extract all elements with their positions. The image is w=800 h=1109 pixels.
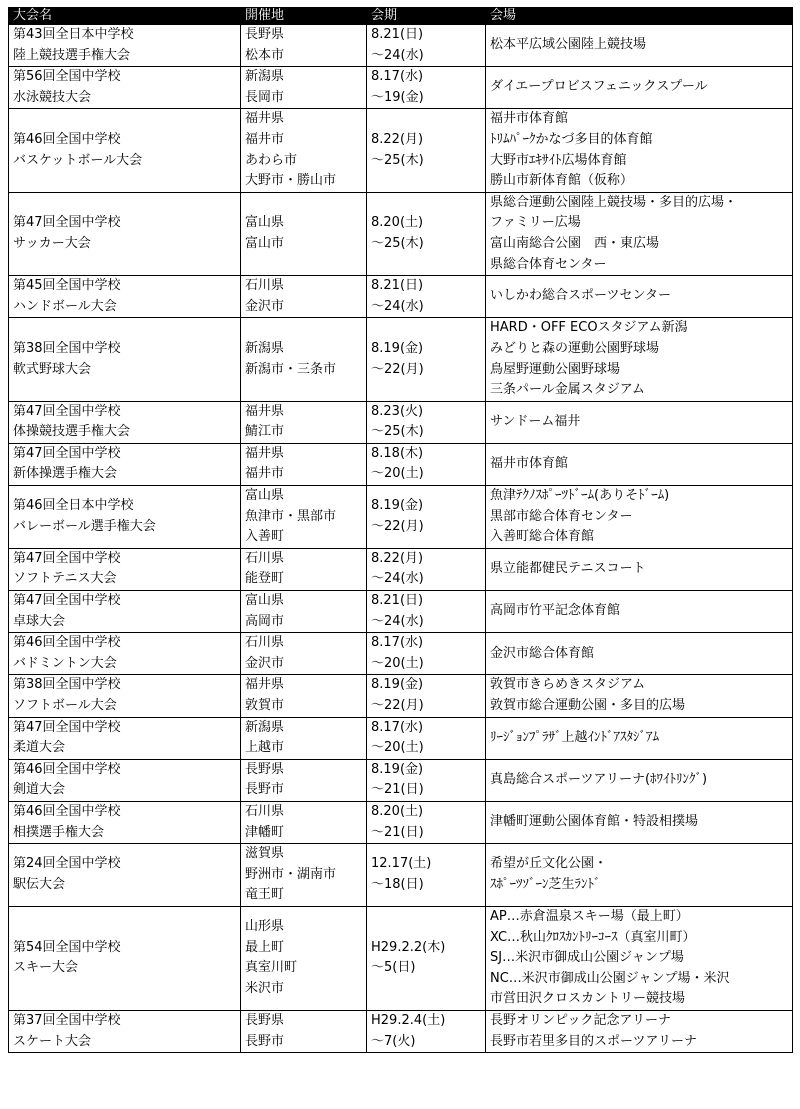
period-line: 8.19(金)	[371, 498, 424, 514]
host-location-line: 福井県	[245, 677, 285, 693]
venue-line: 大野市ｴｷｻｲﾄ広場体育館	[490, 152, 627, 168]
host-location-line: 金沢市	[245, 298, 285, 314]
period-line: 8.20(土)	[371, 215, 424, 231]
venue-cell	[486, 25, 793, 67]
host-location-line: 竜王町	[245, 887, 285, 903]
tournament-name-line: 第45回全国中学校	[13, 278, 121, 294]
tournament-name-line: スキー大会	[13, 960, 79, 976]
venue-line: 長野市若里多目的スポーツアリーナ	[490, 1033, 697, 1049]
host-location-line: 鯖江市	[245, 424, 285, 440]
venue-cell	[486, 276, 793, 318]
tournament-name-cell	[9, 844, 241, 907]
tournament-name-line: 水泳競技大会	[13, 89, 92, 105]
tournament-name-cell	[9, 633, 241, 675]
period-cell	[367, 1010, 486, 1052]
tournament-name-line: 第47回全国中学校	[13, 215, 121, 231]
table-body	[9, 25, 793, 1053]
table-row	[9, 401, 793, 443]
host-location-cell	[241, 759, 367, 801]
tournament-name-line: 剣道大会	[13, 782, 66, 798]
host-location-line: 大野市・勝山市	[245, 173, 337, 189]
host-location-line: 野洲市・湖南市	[245, 866, 337, 882]
period-line: ～5(日)	[371, 960, 416, 976]
host-location-cell	[241, 401, 367, 443]
period-line: ～18(日)	[371, 877, 424, 893]
period-cell	[367, 25, 486, 67]
table-row	[9, 67, 793, 109]
venue-line: 敦賀市きらめきスタジアム	[490, 677, 646, 693]
host-location-cell	[241, 548, 367, 590]
tournament-name-cell	[9, 759, 241, 801]
venue-line: 勝山市新体育館（仮称）	[490, 173, 634, 189]
period-cell	[367, 192, 486, 275]
period-line: H29.2.2(木)	[371, 939, 446, 955]
venue-cell	[486, 443, 793, 485]
tournament-name-line: 第54回全国中学校	[13, 939, 121, 955]
period-line: ～24(水)	[371, 571, 424, 587]
venue-line: NC…米沢市御成山公園ジャンプ場・米沢	[490, 970, 730, 986]
table-row	[9, 717, 793, 759]
venue-cell	[486, 192, 793, 275]
venue-line: 長野オリンピック記念アリーナ	[490, 1012, 671, 1028]
tournament-name-line: 柔道大会	[13, 740, 66, 756]
period-line: 8.17(水)	[371, 69, 424, 85]
host-location-line: 松本市	[245, 47, 285, 63]
host-location-line: 新潟市・三条市	[245, 361, 337, 377]
host-location-cell	[241, 486, 367, 549]
table-row	[9, 276, 793, 318]
tournament-name-line: 第47回全国中学校	[13, 593, 121, 609]
host-location-cell	[241, 633, 367, 675]
host-location-line: 長野県	[245, 27, 285, 42]
venue-cell	[486, 548, 793, 590]
venue-cell	[486, 675, 793, 717]
period-line: ～25(木)	[371, 424, 424, 440]
venue-line: みどりと森の運動公園野球場	[490, 340, 660, 356]
venue-line: 県総合運動公園陸上競技場・多目的広場・	[490, 194, 738, 210]
venue-cell	[486, 591, 793, 633]
venue-line: いしかわ総合スポーツセンター	[490, 288, 671, 304]
tournament-name-line: バレーボール選手権大会	[13, 518, 156, 534]
venue-line: 福井市体育館	[490, 111, 569, 127]
tournament-name-line: スケート大会	[13, 1033, 92, 1049]
tournament-name-cell	[9, 67, 241, 109]
period-line: 12.17(土)	[371, 856, 432, 872]
host-location-line: 長野県	[245, 1012, 285, 1028]
tournament-name-line: 第38回全国中学校	[13, 677, 121, 693]
table-row	[9, 548, 793, 590]
period-line: 8.21(日)	[371, 593, 424, 609]
venue-line: ﾘｰｼﾞｮﾝﾌﾟﾗｻﾞ上越ｲﾝﾄﾞｱｽﾀｼﾞｱﾑ	[490, 729, 660, 745]
table-row	[9, 25, 793, 67]
period-line: ～22(月)	[371, 698, 424, 713]
host-location-cell	[241, 844, 367, 907]
venue-line: 真島総合スポーツアリーナ(ﾎﾜｲﾄﾘﾝｸﾞ)	[490, 772, 708, 788]
tournament-name-cell	[9, 25, 241, 67]
period-line: 8.18(木)	[371, 445, 424, 461]
tournament-name-line: ソフトボール大会	[13, 698, 117, 713]
host-location-cell	[241, 675, 367, 717]
host-location-line: 石川県	[245, 278, 285, 294]
host-location-line: 新潟県	[245, 69, 285, 85]
venue-cell	[486, 401, 793, 443]
tournament-name-line: 第47回全国中学校	[13, 719, 121, 735]
venue-line: 入善町総合体育館	[490, 529, 595, 545]
period-line: ～20(土)	[371, 740, 424, 756]
venue-cell	[486, 801, 793, 843]
venue-cell	[486, 1010, 793, 1052]
venue-line: 魚津ﾃｸﾉｽﾎﾟｰﾂﾄﾞｰﾑ(ありそﾄﾞｰﾑ)	[490, 488, 670, 504]
tournament-name-line: 第46回全国中学校	[13, 803, 121, 819]
venue-cell	[486, 717, 793, 759]
host-location-line: 上越市	[245, 740, 285, 756]
tournament-name-line: 駅伝大会	[13, 877, 66, 893]
period-line: 8.20(土)	[371, 803, 424, 819]
venue-line: SJ…米沢市御成山公園ジャンプ場	[490, 950, 684, 966]
period-line: 8.21(日)	[371, 278, 424, 294]
host-location-cell	[241, 192, 367, 275]
host-location-line: 滋賀県	[245, 846, 285, 862]
period-line: ～21(日)	[371, 782, 424, 798]
period-line: ～21(日)	[371, 824, 424, 840]
period-cell	[367, 443, 486, 485]
host-location-line: 山形県	[245, 919, 285, 935]
period-cell	[367, 67, 486, 109]
period-cell	[367, 675, 486, 717]
period-line: ～24(水)	[371, 298, 424, 314]
host-location-line: 金沢市	[245, 655, 285, 671]
period-line: ～24(水)	[371, 613, 424, 629]
venue-line: サンドーム福井	[490, 413, 581, 429]
tournament-name-cell	[9, 443, 241, 485]
table-row	[9, 633, 793, 675]
host-location-line: 福井県	[245, 403, 285, 419]
table-row	[9, 801, 793, 843]
host-location-line: 真室川町	[245, 960, 298, 976]
period-line: ～20(土)	[371, 466, 424, 482]
period-line: H29.2.4(土)	[371, 1012, 446, 1028]
venue-cell	[486, 67, 793, 109]
tournament-name-cell	[9, 801, 241, 843]
host-location-line: 長野県	[245, 761, 285, 777]
period-cell	[367, 801, 486, 843]
host-location-line: 津幡町	[245, 824, 285, 840]
host-location-cell	[241, 906, 367, 1010]
tournament-name-cell	[9, 401, 241, 443]
period-cell	[367, 591, 486, 633]
tournament-name-cell	[9, 192, 241, 275]
period-line: ～20(土)	[371, 655, 424, 671]
table-row	[9, 1010, 793, 1052]
host-location-line: 長野市	[245, 782, 285, 798]
period-line: 8.17(水)	[371, 635, 424, 651]
host-location-line: 長岡市	[245, 89, 285, 105]
header-period: 会期	[367, 8, 486, 25]
venue-cell	[486, 906, 793, 1010]
venue-line: 高岡市竹平記念体育館	[490, 603, 621, 619]
venue-line: 県立能都健民テニスコート	[490, 561, 646, 577]
host-location-cell	[241, 67, 367, 109]
tournament-name-line: 第37回全国中学校	[13, 1012, 121, 1028]
tournament-name-line: 第46回全国中学校	[13, 131, 121, 147]
host-location-line: 福井市	[245, 466, 285, 482]
host-location-line: 富山県	[245, 215, 285, 231]
host-location-line: 富山県	[245, 593, 285, 609]
tournament-name-line: バドミントン大会	[13, 655, 117, 671]
venue-line: 鳥屋野運動公園野球場	[490, 361, 621, 377]
venue-line: AP…赤倉温泉スキー場（最上町）	[490, 908, 689, 924]
tournament-name-cell	[9, 548, 241, 590]
venue-cell	[486, 633, 793, 675]
table-header-row	[9, 8, 793, 25]
period-line: 8.19(金)	[371, 340, 424, 356]
venue-line: 津幡町運動公園体育館・特設相撲場	[490, 814, 699, 830]
venue-line: 県総合体育センター	[490, 256, 607, 272]
host-location-line: 長野市	[245, 1033, 285, 1049]
period-cell	[367, 276, 486, 318]
host-location-line: 魚津市・黒部市	[245, 508, 337, 524]
period-cell	[367, 717, 486, 759]
tournament-name-line: 第43回全日本中学校	[13, 27, 134, 42]
tournament-name-line: バスケットボール大会	[13, 152, 143, 168]
tournament-name-cell	[9, 276, 241, 318]
venue-line: HARD・OFF ECOスタジアム新潟	[490, 320, 688, 336]
tournament-name-line: ハンドボール大会	[13, 298, 117, 314]
header-host-location: 開催地	[241, 8, 367, 25]
period-line: ～7(火)	[371, 1033, 416, 1049]
tournament-name-line: 新体操選手権大会	[13, 466, 118, 482]
period-line: 8.19(金)	[371, 677, 424, 693]
host-location-cell	[241, 276, 367, 318]
period-line: 8.23(火)	[371, 403, 424, 419]
venue-line: ファミリー広場	[490, 215, 581, 231]
venue-cell	[486, 486, 793, 549]
venue-cell	[486, 844, 793, 907]
period-cell	[367, 318, 486, 401]
venue-line: 福井市体育館	[490, 456, 569, 472]
host-location-line: 石川県	[245, 803, 285, 819]
venue-line: 希望が丘文化公園・	[490, 856, 608, 872]
host-location-line: 新潟県	[245, 719, 285, 735]
table-row	[9, 486, 793, 549]
tournament-name-line: 第56回全国中学校	[13, 69, 121, 85]
table-row	[9, 844, 793, 907]
period-line: 8.22(月)	[371, 550, 424, 566]
period-cell	[367, 486, 486, 549]
tournament-name-line: 第46回全国中学校	[13, 761, 121, 777]
venue-line: 黒部市総合体育センター	[490, 508, 633, 524]
venue-line: ｽﾎﾟｰﾂｿﾞｰﾝ芝生ﾗﾝﾄﾞ	[490, 877, 601, 893]
period-line: 8.19(金)	[371, 761, 424, 777]
table-row	[9, 675, 793, 717]
venue-line: ダイエープロビスフェニックスプール	[490, 79, 708, 95]
venue-line: ﾄﾘﾑﾊﾟｰｸかなづ多目的体育館	[490, 131, 653, 147]
period-cell	[367, 844, 486, 907]
host-location-line: 富山市	[245, 235, 285, 251]
host-location-cell	[241, 109, 367, 192]
tournament-name-cell	[9, 486, 241, 549]
period-line: ～25(木)	[371, 152, 424, 168]
venue-line: 市営田沢クロスカントリー競技場	[490, 991, 686, 1007]
period-cell	[367, 759, 486, 801]
tournament-name-line: 第38回全国中学校	[13, 340, 121, 356]
tournament-name-cell	[9, 109, 241, 192]
tournament-name-line: 第47回全国中学校	[13, 550, 121, 566]
venue-cell	[486, 109, 793, 192]
period-line: ～22(月)	[371, 518, 424, 534]
tournament-name-line: サッカー大会	[13, 235, 91, 251]
tournament-table-container	[8, 7, 792, 1053]
period-line: ～19(金)	[371, 89, 424, 105]
tournament-name-line: 第24回全国中学校	[13, 856, 121, 872]
venue-line: XC…秋山ｸﾛｽｶﾝﾄﾘｰｺｰｽ（真室川町）	[490, 929, 696, 945]
host-location-cell	[241, 1010, 367, 1052]
table-row	[9, 318, 793, 401]
host-location-line: 福井市	[245, 131, 285, 147]
tournament-name-line: 陸上競技選手権大会	[13, 47, 131, 63]
tournament-name-cell	[9, 591, 241, 633]
tournament-name-cell	[9, 675, 241, 717]
host-location-line: 米沢市	[245, 981, 285, 997]
table-row	[9, 443, 793, 485]
host-location-line: 高岡市	[245, 613, 285, 629]
host-location-cell	[241, 717, 367, 759]
period-cell	[367, 401, 486, 443]
header-venue: 会場	[486, 8, 793, 25]
table-row	[9, 109, 793, 192]
host-location-cell	[241, 801, 367, 843]
header-tournament-name: 大会名	[9, 8, 241, 25]
tournament-name-cell	[9, 906, 241, 1010]
table-row	[9, 906, 793, 1010]
venue-line: 松本平広域公園陸上競技場	[490, 37, 647, 53]
venue-cell	[486, 759, 793, 801]
tournament-name-line: 第46回全国中学校	[13, 635, 121, 651]
host-location-cell	[241, 591, 367, 633]
host-location-line: 敦賀市	[245, 698, 285, 713]
host-location-line: 富山県	[245, 488, 285, 504]
tournament-name-line: 相撲選手権大会	[13, 824, 105, 840]
period-line: 8.22(月)	[371, 131, 424, 147]
host-location-line: 石川県	[245, 550, 285, 566]
tournament-name-cell	[9, 1010, 241, 1052]
host-location-line: あわら市	[245, 152, 298, 168]
host-location-line: 石川県	[245, 635, 285, 651]
period-line: ～22(月)	[371, 361, 424, 377]
tournament-name-cell	[9, 318, 241, 401]
period-cell	[367, 906, 486, 1010]
period-line: ～25(木)	[371, 235, 424, 251]
tournament-name-line: 第47回全国中学校	[13, 403, 121, 419]
tournament-name-line: 卓球大会	[13, 613, 66, 629]
host-location-line: 入善町	[245, 529, 285, 545]
host-location-line: 新潟県	[245, 340, 285, 356]
host-location-cell	[241, 25, 367, 67]
table-row	[9, 192, 793, 275]
host-location-line: 福井県	[245, 111, 285, 127]
venue-line: 敦賀市総合運動公園・多目的広場	[490, 698, 686, 713]
host-location-line: 福井県	[245, 445, 285, 461]
period-cell	[367, 548, 486, 590]
period-cell	[367, 633, 486, 675]
venue-line: 三条パール金属スタジアム	[490, 382, 645, 398]
table-row	[9, 759, 793, 801]
tournament-name-line: 第46回全日本中学校	[13, 498, 134, 514]
host-location-cell	[241, 318, 367, 401]
tournament-name-line: 軟式野球大会	[13, 361, 92, 377]
tournament-name-line: ソフトテニス大会	[13, 571, 117, 587]
tournament-name-line: 体操競技選手権大会	[13, 424, 131, 440]
host-location-cell	[241, 443, 367, 485]
period-line: ～24(水)	[371, 47, 424, 63]
period-cell	[367, 109, 486, 192]
tournament-name-line: 第47回全国中学校	[13, 445, 121, 461]
period-line: 8.21(日)	[371, 27, 424, 42]
venue-line: 金沢市総合体育館	[490, 645, 595, 661]
period-line: 8.17(水)	[371, 719, 424, 735]
host-location-line: 能登町	[245, 571, 285, 587]
tournament-name-cell	[9, 717, 241, 759]
venue-line: 富山南総合公園 西・東広場	[490, 235, 660, 251]
venue-cell	[486, 318, 793, 401]
host-location-line: 最上町	[245, 939, 285, 955]
table-row	[9, 591, 793, 633]
tournament-table	[8, 7, 793, 1053]
